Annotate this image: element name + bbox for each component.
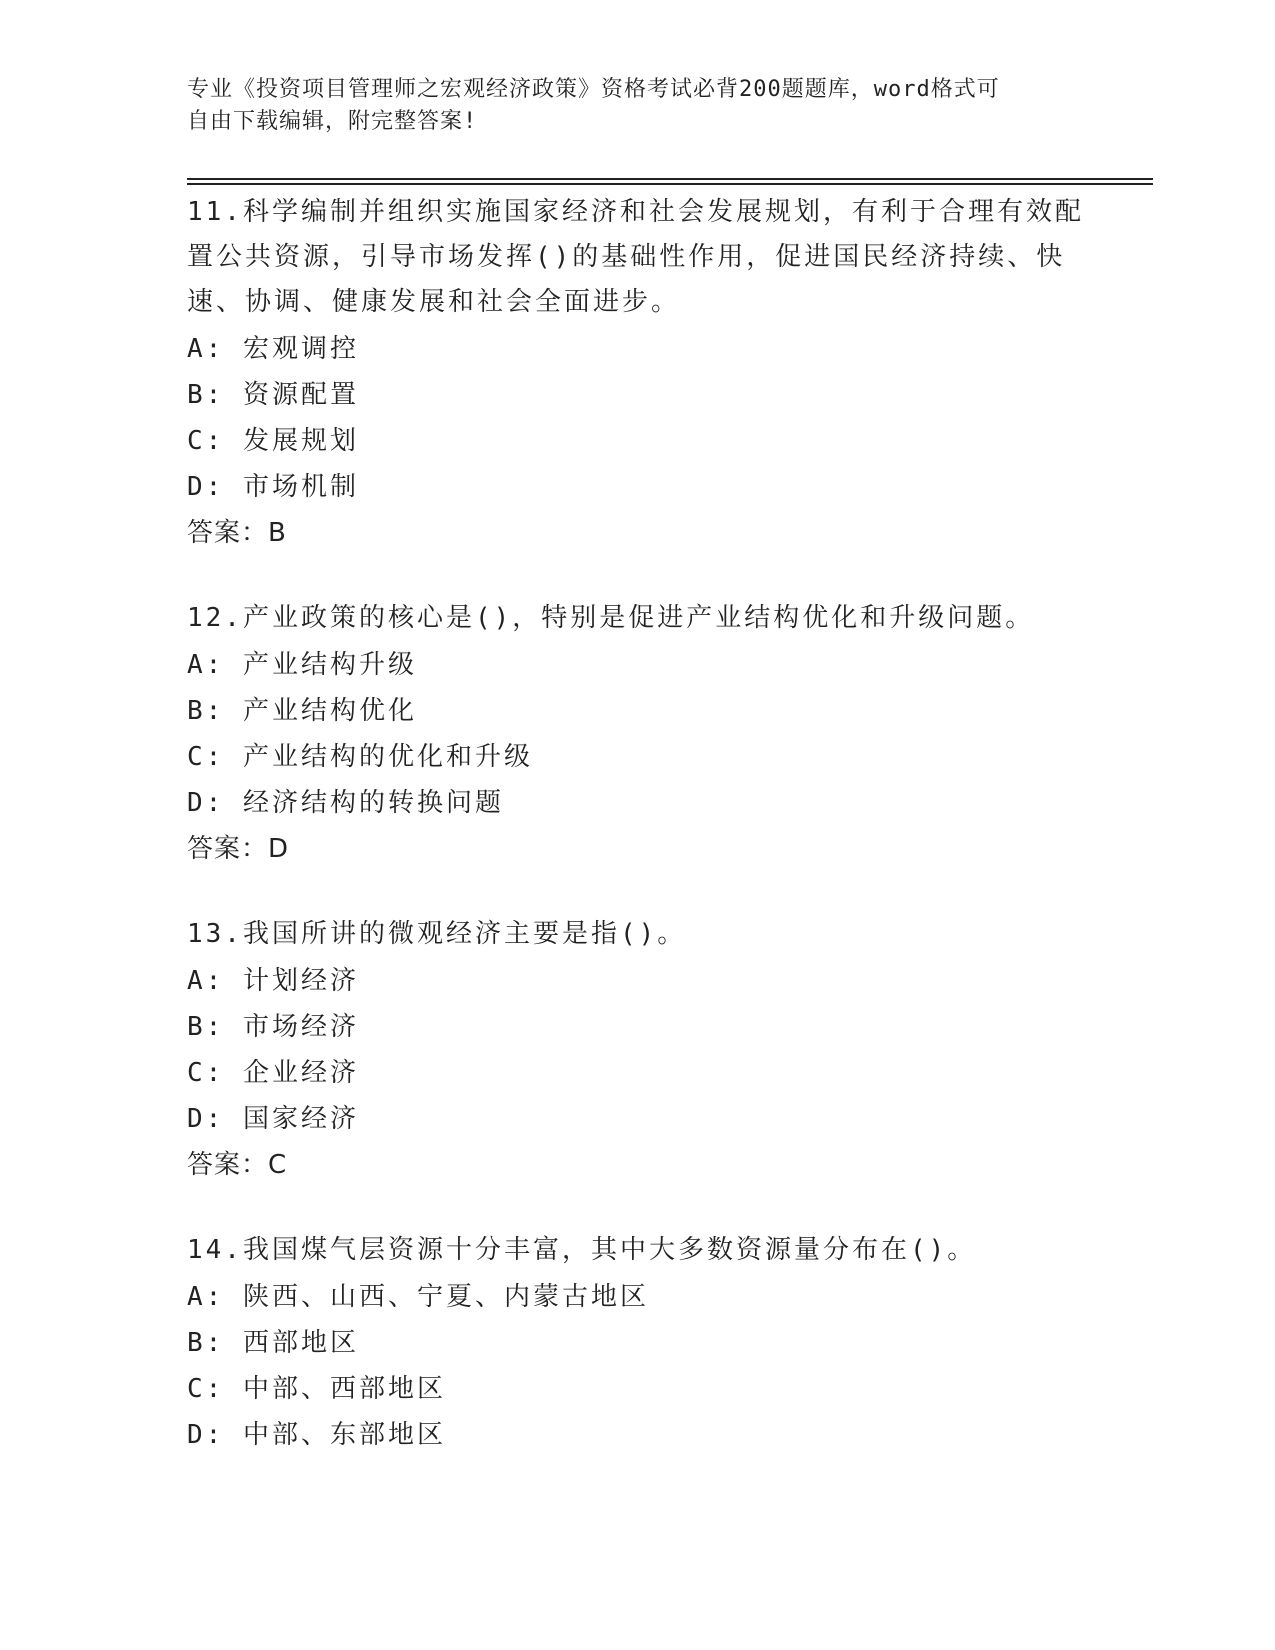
option-a: A: 宏观调控 [187, 334, 359, 364]
option-b: B: 产业结构优化 [187, 696, 417, 726]
answer-line: 答案：C [187, 1150, 288, 1180]
option-a: A: 陕西、山西、宁夏、内蒙古地区 [187, 1282, 649, 1312]
option-d: D: 经济结构的转换问题 [187, 788, 504, 818]
stem-line: 13.我国所讲的微观经济主要是指()。 [187, 919, 687, 949]
option-c: C: 发展规划 [187, 426, 359, 456]
option-a: A: 计划经济 [187, 966, 359, 996]
header-divider-top [187, 178, 1153, 180]
stem-line: 11.科学编制并组织实施国家经济和社会发展规划，有利于合理有效配 [187, 197, 1084, 227]
option-a: A: 产业结构升级 [187, 650, 417, 680]
option-d: D: 国家经济 [187, 1104, 359, 1134]
question-stem [187, 1228, 1087, 1273]
question-13 [187, 912, 1087, 1188]
option-c: C: 企业经济 [187, 1058, 359, 1088]
option-b: B: 市场经济 [187, 1012, 359, 1042]
option-d: D: 市场机制 [187, 472, 359, 502]
stem-line: 速、协调、健康发展和社会全面进步。 [187, 287, 681, 317]
header-line-1: 专业《投资项目管理师之宏观经济政策》资格考试必背200题题库，word格式可 [187, 77, 1000, 102]
option-c: C: 中部、西部地区 [187, 1374, 446, 1404]
question-stem [187, 596, 1087, 641]
stem-line: 置公共资源，引导市场发挥()的基础性作用，促进国民经济持续、快 [187, 242, 1066, 272]
header-divider-bottom [187, 183, 1153, 185]
question-12 [187, 596, 1087, 872]
question-stem [187, 912, 1087, 957]
answer-line: 答案：B [187, 518, 287, 548]
stem-line: 12.产业政策的核心是()，特别是促进产业结构优化和升级问题。 [187, 603, 1035, 633]
question-11 [187, 190, 1087, 556]
option-b: B: 资源配置 [187, 380, 359, 410]
document-header [187, 74, 1067, 138]
question-stem [187, 190, 1087, 325]
answer-line: 答案：D [187, 834, 290, 864]
option-b: B: 西部地区 [187, 1328, 359, 1358]
option-c: C: 产业结构的优化和升级 [187, 742, 533, 772]
question-list [187, 190, 1087, 1498]
stem-line: 14.我国煤气层资源十分丰富，其中大多数资源量分布在()。 [187, 1235, 977, 1265]
option-d: D: 中部、东部地区 [187, 1420, 446, 1450]
header-line-2: 自由下载编辑，附完整答案! [187, 109, 478, 134]
question-14 [187, 1228, 1087, 1458]
